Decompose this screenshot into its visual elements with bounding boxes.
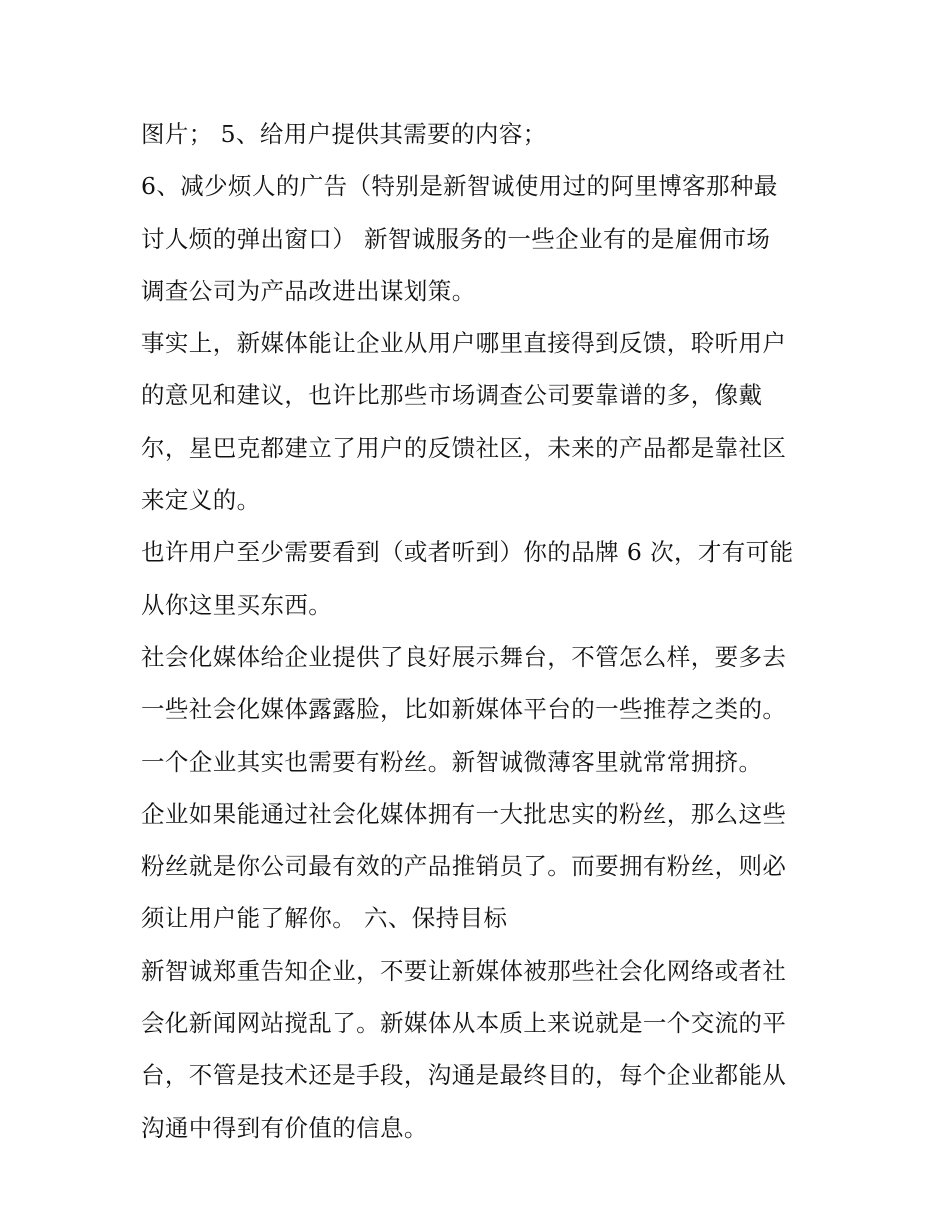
document-body (141, 108, 821, 1154)
text-line: 须让用户能了解你。 六、保持目标 (141, 904, 508, 933)
text-line: 的意见和建议，也许比那些市场调查公司要靠谱的多，像戴 (141, 381, 763, 410)
text-line: 从你这里买东西。 (141, 590, 333, 619)
text-line: 讨人烦的弹出窗口） 新智诚服务的一些企业有的是雇佣市场 (141, 224, 771, 253)
text-line: 会化新闻网站搅乱了。新媒体从本质上来说就是一个交流的平 (141, 1009, 787, 1038)
text-line: 新智诚郑重告知企业，不要让新媒体被那些社会化网络或者社 (141, 956, 787, 985)
text-line: 粉丝就是你公司最有效的产品推销员了。而要拥有粉丝，则必 (141, 852, 787, 881)
text-line: 一个企业其实也需要有粉丝。新智诚微薄客里就常常拥挤。 (141, 747, 763, 776)
text-line: 企业如果能通过社会化媒体拥有一大批忠实的粉丝，那么这些 (141, 799, 787, 828)
text-line: 也许用户至少需要看到（或者听到）你的品牌 6 次，才有可能 (141, 538, 794, 567)
text-line: 调查公司为产品改进出谋划策。 (141, 276, 476, 305)
text-line: 来定义的。 (141, 486, 261, 515)
text-line: 社会化媒体给企业提供了良好展示舞台，不管怎么样，要多去 (141, 642, 787, 671)
text-line: 尔，星巴克都建立了用户的反馈社区，未来的产品都是靠社区 (141, 433, 787, 462)
text-line: 图片； 5、给用户提供其需要的内容； (141, 120, 547, 148)
text-line: 一些社会化媒体露露脸，比如新媒体平台的一些推荐之类的。 (141, 695, 787, 724)
text-line: 6、减少烦人的广告（特别是新智诚使用过的阿里博客那种最 (141, 172, 778, 201)
text-line: 沟通中得到有价值的信息。 (141, 1113, 428, 1142)
text-line: 台，不管是技术还是手段，沟通是最终目的，每个企业都能从 (141, 1061, 787, 1090)
text-line: 事实上，新媒体能让企业从用户哪里直接得到反馈，聆听用户 (141, 329, 787, 358)
